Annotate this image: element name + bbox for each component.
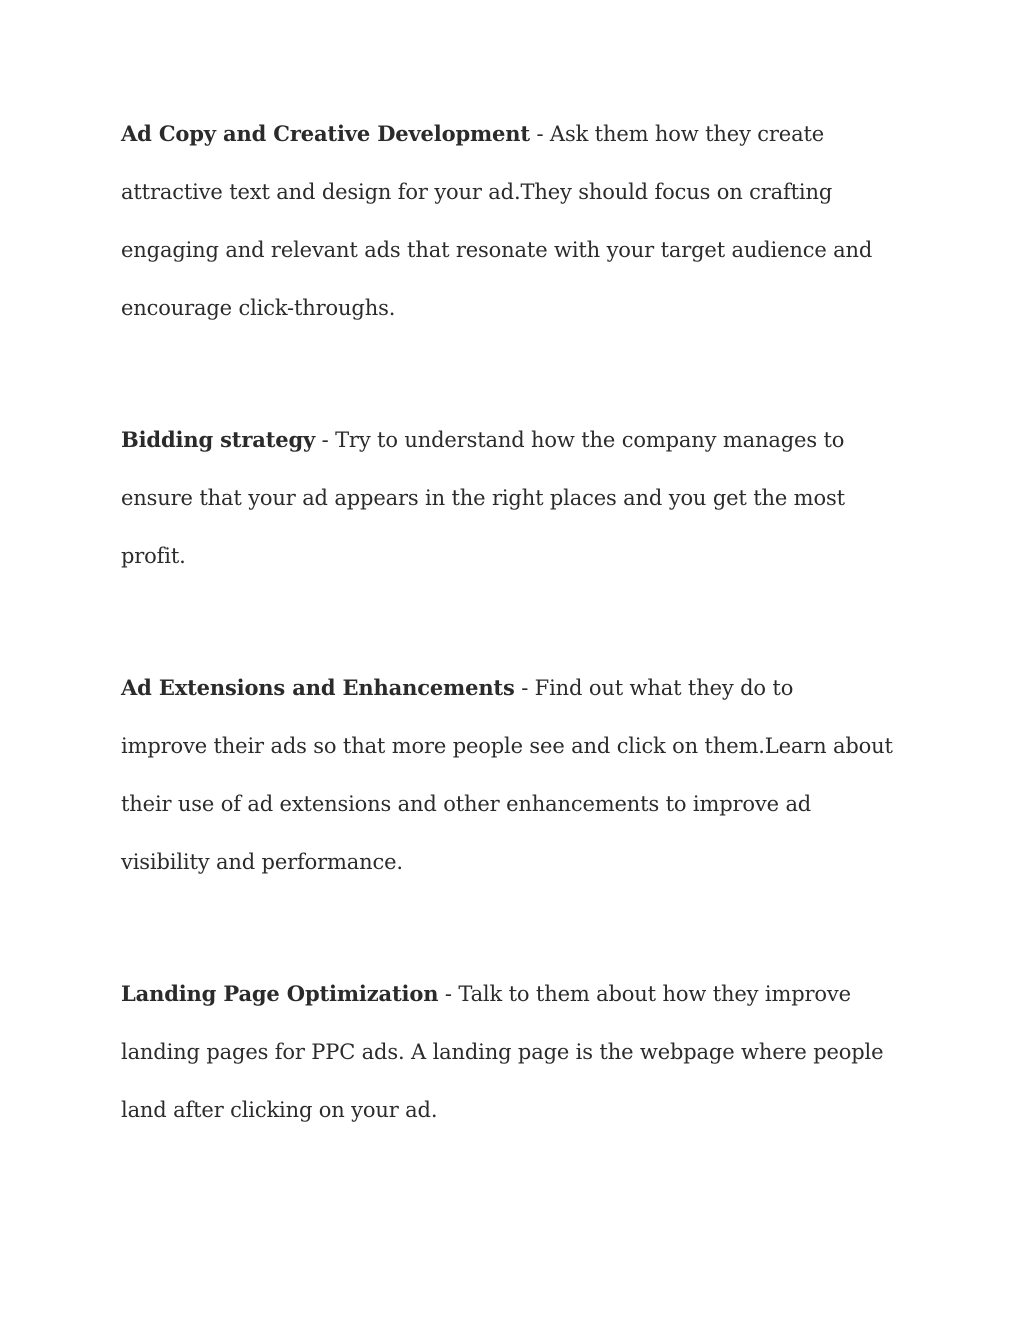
text-line: land after clicking on your ad. (121, 1098, 438, 1122)
text-line (121, 674, 793, 702)
text-line: visibility and performance. (121, 850, 403, 874)
section-heading: Ad Extensions and Enhancements (121, 675, 515, 700)
body-text: - Talk to them about how they improve (438, 982, 851, 1006)
section-heading: Bidding strategy (121, 427, 316, 452)
text-line: encourage click-throughs. (121, 296, 396, 320)
text-line: attractive text and design for your ad.They should focus on crafting (121, 180, 833, 204)
section-heading: Landing Page Optimization (121, 981, 439, 1006)
text-line: profit. (121, 544, 186, 568)
text-line: ensure that your ad appears in the right places and you get the most (121, 486, 845, 510)
text-line: improve their ads so that more people see and click on them.Learn about (121, 734, 893, 758)
text-line (121, 120, 824, 148)
body-text: - Try to understand how the company manages to (315, 428, 845, 452)
text-line: landing pages for PPC ads. A landing page is the webpage where people (121, 1040, 884, 1064)
body-text: - Find out what they do to (514, 676, 794, 700)
text-line (121, 426, 844, 454)
text-line (121, 980, 851, 1008)
text-line: their use of ad extensions and other enhancements to improve ad (121, 792, 812, 816)
section-heading: Ad Copy and Creative Development (121, 121, 530, 146)
body-text: - Ask them how they create (529, 122, 825, 146)
text-line: engaging and relevant ads that resonate with your target audience and (121, 238, 873, 262)
